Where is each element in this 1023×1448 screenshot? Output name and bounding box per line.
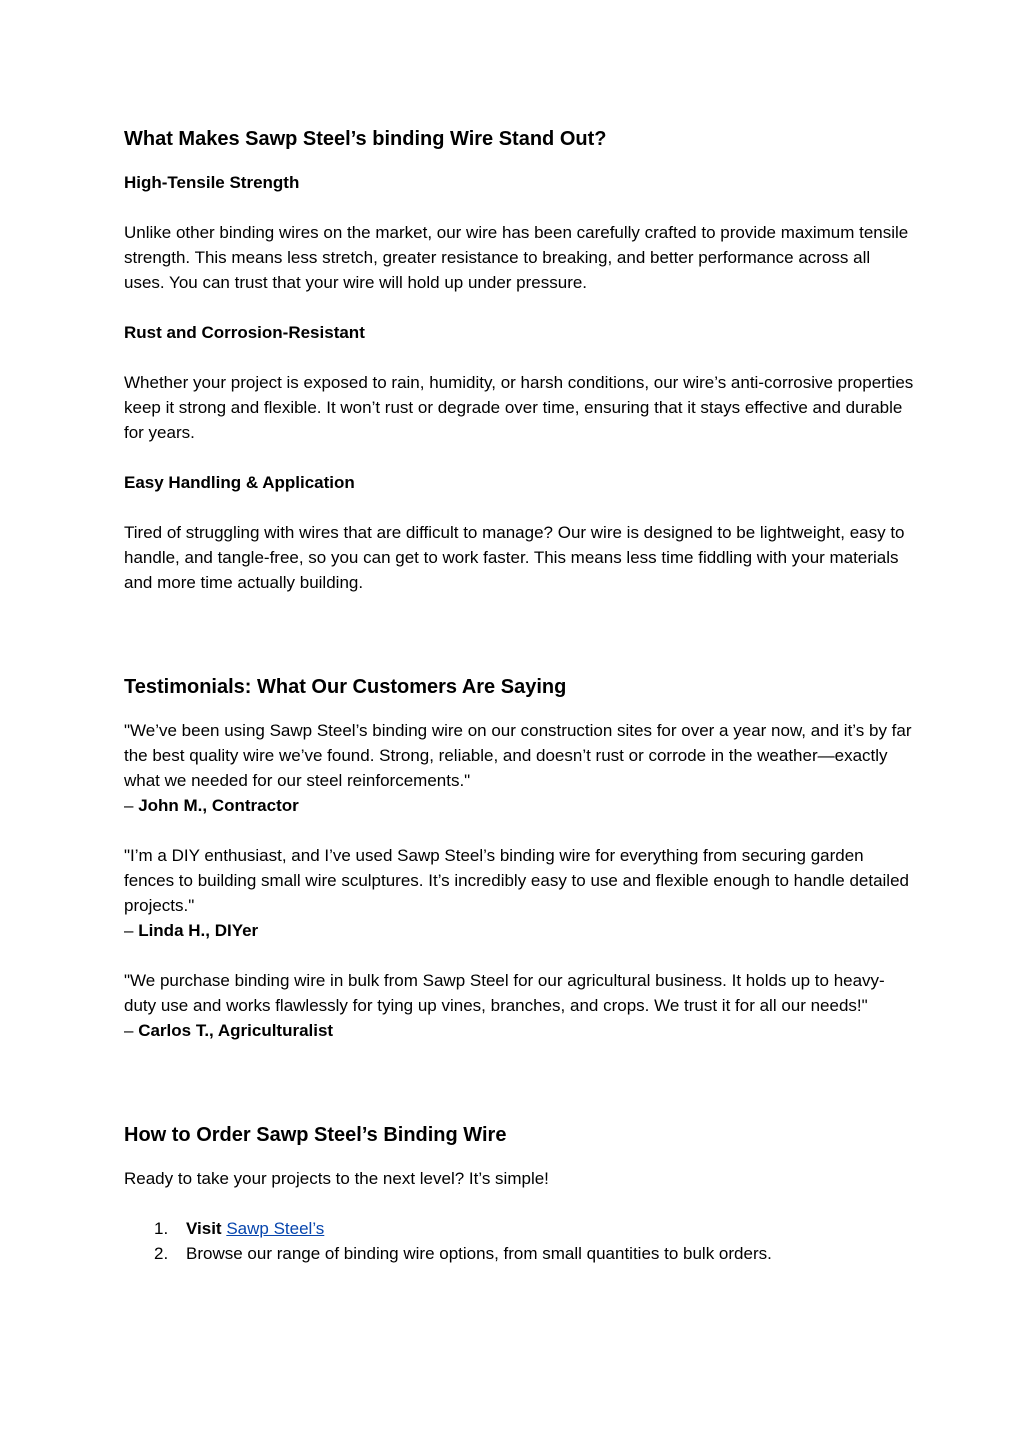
testimonial-attribution: [124, 918, 914, 943]
testimonial-quote: "We purchase binding wire in bulk from Sawp Steel for our agricultural business. It holds up to heavy-duty use and works flawlessly for tying up vines, branches, and crops. We trust it for all our needs!": [124, 971, 885, 1015]
step-bold-text: Visit: [186, 1219, 222, 1238]
feature-body-tensile: Unlike other binding wires on the market, our wire has been carefully crafted to provide maximum tensile strength. This means less stretch, greater resistance to breaking, and better performance across all uses. You can trust that your wire will hold up under pressure.: [124, 223, 909, 292]
attribution-dash: –: [124, 1021, 139, 1040]
order-intro: Ready to take your projects to the next level? It’s simple!: [124, 1169, 549, 1188]
testimonial-attribution: [124, 793, 914, 818]
feature-title-tensile: High-Tensile Strength: [124, 173, 300, 192]
order-steps-list: [124, 1216, 914, 1266]
document-page: [124, 120, 914, 1266]
attribution-dash: –: [124, 921, 139, 940]
sawp-steel-link[interactable]: Sawp Steel’s: [226, 1219, 325, 1238]
attribution-dash: –: [124, 796, 139, 815]
step-number: 2.: [154, 1244, 169, 1263]
testimonial-quote: "We’ve been using Sawp Steel’s binding wire on our construction sites for over a year now, and it’s by far the best quality wire we’ve found. Strong, reliable, and doesn’t rust or corrode in the weather—exactly what we needed for our steel reinforcements.": [124, 721, 912, 790]
step-text: Browse our range of binding wire options, from small quantities to bulk orders.: [186, 1244, 772, 1263]
testimonial-author: Linda H., DIYer: [138, 921, 259, 940]
testimonial-attribution: [124, 1018, 914, 1043]
section-heading-order: How to Order Sawp Steel’s Binding Wire: [124, 1124, 507, 1146]
feature-title-handling: Easy Handling & Application: [124, 473, 355, 492]
section-heading-features: What Makes Sawp Steel’s binding Wire Stand Out?: [124, 128, 607, 150]
list-item: [124, 1241, 914, 1266]
testimonial-author: John M., Contractor: [138, 796, 299, 815]
testimonial-quote: "I’m a DIY enthusiast, and I’ve used Sawp Steel’s binding wire for everything from securing garden fences to building small wire sculptures. It’s incredibly easy to use and flexible enough to handle detailed projects.": [124, 846, 909, 915]
feature-body-handling: Tired of struggling with wires that are difficult to manage? Our wire is designed to be lightweight, easy to handle, and tangle-free, so you can get to work faster. This means less time fiddling with your materials and more time actually building.: [124, 523, 905, 592]
feature-title-rust: Rust and Corrosion-Resistant: [124, 323, 365, 342]
feature-body-rust: Whether your project is exposed to rain, humidity, or harsh conditions, our wire’s anti-corrosive properties keep it strong and flexible. It won’t rust or degrade over time, ensuring that it stays effective and durable for years.: [124, 373, 914, 442]
testimonial-author: Carlos T., Agriculturalist: [138, 1021, 334, 1040]
section-heading-testimonials: Testimonials: What Our Customers Are Saying: [124, 676, 567, 698]
list-item: [124, 1216, 914, 1241]
step-number: 1.: [154, 1219, 169, 1238]
